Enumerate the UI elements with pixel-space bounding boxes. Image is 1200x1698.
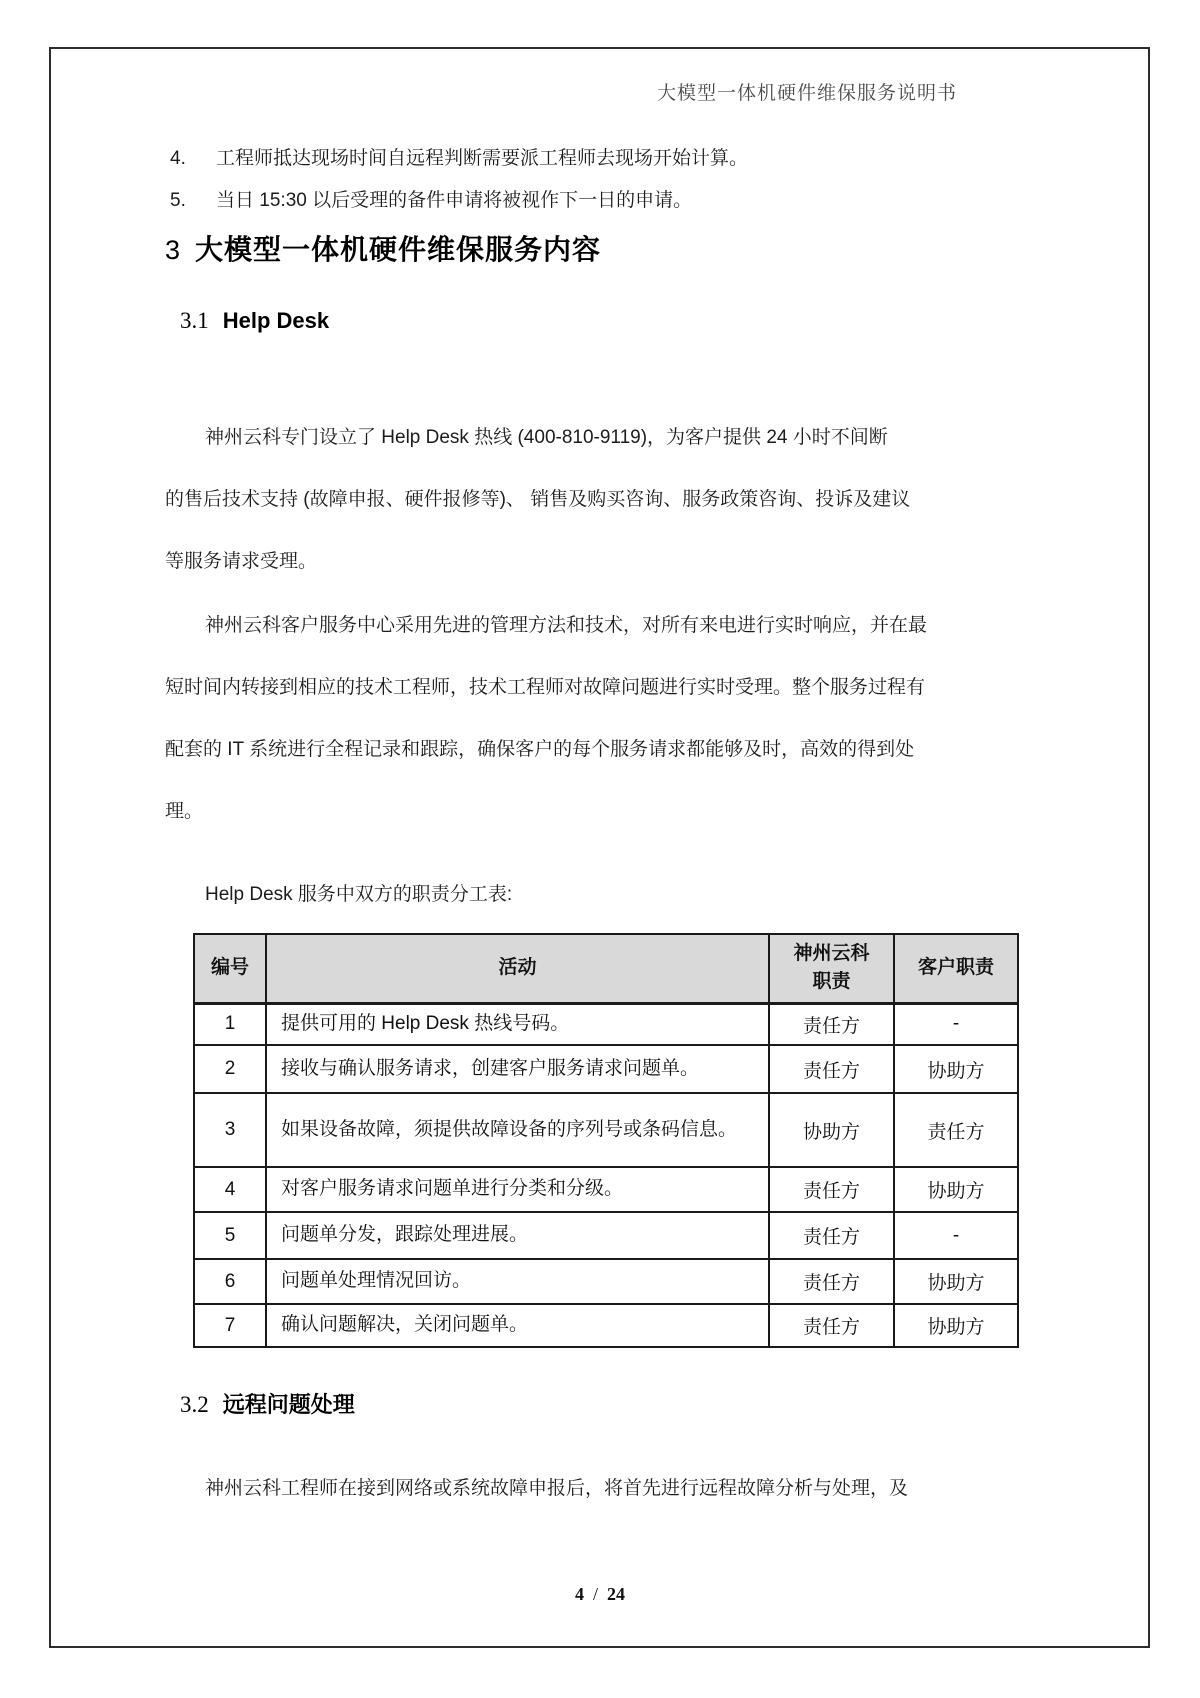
cell-customer-duty: 协助方 <box>894 1167 1018 1212</box>
cell-customer-duty: 责任方 <box>894 1093 1018 1167</box>
cell-dc-duty: 协助方 <box>769 1093 894 1167</box>
table-row <box>194 1093 1018 1167</box>
section-title: 大模型一体机硬件维保服务内容 <box>195 234 602 265</box>
list-item-5 <box>170 188 955 214</box>
table-header-row <box>194 934 1018 1003</box>
cell-dc-duty: 责任方 <box>769 1003 894 1045</box>
cell-customer-duty: 协助方 <box>894 1259 1018 1304</box>
paragraph-line: 神州云科专门设立了 Help Desk 热线 (400-810-9119)，为客户提供 24 小时不间断 <box>205 427 888 448</box>
cell-number: 2 <box>194 1045 266 1093</box>
cell-activity: 问题单分发，跟踪处理进展。 <box>266 1212 769 1259</box>
cell-customer-duty: - <box>894 1003 1018 1045</box>
paragraph-line: 配套的 IT 系统进行全程记录和跟踪，确保客户的每个服务请求都能够及时，高效的得到处 <box>165 739 915 760</box>
col-header-line: 神州云科 <box>793 942 870 964</box>
list-item-number: 5. <box>170 190 186 211</box>
section-number: 3.2 <box>180 1392 209 1417</box>
paragraph-line: 短时间内转接到相应的技术工程师，技术工程师对故障问题进行实时受理。整个服务过程有 <box>165 677 926 698</box>
section-title: 远程问题处理 <box>222 1392 355 1417</box>
current-page-number: 4 <box>574 1584 584 1604</box>
cell-activity: 接收与确认服务请求，创建客户服务请求问题单。 <box>266 1045 769 1093</box>
section-heading-3-1 <box>180 308 329 334</box>
list-item-number: 4. <box>170 148 186 169</box>
cell-activity: 对客户服务请求问题单进行分类和分级。 <box>266 1167 769 1212</box>
cell-dc-duty: 责任方 <box>769 1212 894 1259</box>
table-row <box>194 1304 1018 1347</box>
list-item-text: 当日 15:30 以后受理的备件申请将被视作下一日的申请。 <box>216 190 693 211</box>
table-row <box>194 1167 1018 1212</box>
col-header-number: 编号 <box>194 934 266 1003</box>
remote-paragraph <box>165 1458 955 1520</box>
list-item-4 <box>170 146 955 172</box>
cell-customer-duty: 协助方 <box>894 1045 1018 1093</box>
cell-activity: 问题单处理情况回访。 <box>266 1259 769 1304</box>
page-separator: / <box>592 1584 598 1604</box>
section-number: 3.1 <box>180 308 209 333</box>
col-header-activity: 活动 <box>266 934 769 1003</box>
paragraph-line: 等服务请求受理。 <box>165 551 318 572</box>
total-page-count: 24 <box>607 1584 625 1604</box>
table-row <box>194 1212 1018 1259</box>
cell-dc-duty: 责任方 <box>769 1167 894 1212</box>
col-header-dc-duty <box>769 934 894 1003</box>
cell-dc-duty: 责任方 <box>769 1045 894 1093</box>
cell-customer-duty: 协助方 <box>894 1304 1018 1347</box>
col-header-line: 职责 <box>812 971 851 993</box>
paragraph-line: 神州云科客户服务中心采用先进的管理方法和技术，对所有来电进行实时响应，并在最 <box>205 615 928 636</box>
cell-number: 5 <box>194 1212 266 1259</box>
cell-dc-duty: 责任方 <box>769 1259 894 1304</box>
cell-number: 4 <box>194 1167 266 1212</box>
cell-activity: 确认问题解决，关闭问题单。 <box>266 1304 769 1347</box>
cell-number: 7 <box>194 1304 266 1347</box>
cell-customer-duty: - <box>894 1212 1018 1259</box>
table-row <box>194 1045 1018 1093</box>
page-footer <box>0 1584 1200 1605</box>
paragraph-line: 神州云科工程师在接到网络或系统故障申报后，将首先进行远程故障分析与处理，及 <box>205 1478 909 1499</box>
section-title: Help Desk <box>222 308 330 333</box>
section-number: 3 <box>165 235 181 265</box>
table-row <box>194 1259 1018 1304</box>
responsibility-table <box>193 933 1019 1348</box>
helpdesk-paragraph-2 <box>165 595 955 843</box>
cell-number: 3 <box>194 1093 266 1167</box>
section-heading-3 <box>165 228 601 268</box>
cell-number: 6 <box>194 1259 266 1304</box>
paragraph-line: Help Desk 服务中双方的职责分工表: <box>205 884 513 905</box>
helpdesk-paragraph-1 <box>165 407 955 593</box>
section-heading-3-2 <box>180 1388 355 1419</box>
paragraph-line: 的售后技术支持 (故障申报、硬件报修等)、 销售及购买咨询、服务政策咨询、投诉及建议 <box>165 489 911 510</box>
paragraph-line: 理。 <box>165 801 204 822</box>
cell-activity: 提供可用的 Help Desk 热线号码。 <box>266 1003 769 1045</box>
cell-number: 1 <box>194 1003 266 1045</box>
cell-activity: 如果设备故障，须提供故障设备的序列号或条码信息。 <box>266 1093 769 1167</box>
list-item-text: 工程师抵达现场时间自远程判断需要派工程师去现场开始计算。 <box>216 148 749 169</box>
col-header-customer-duty: 客户职责 <box>894 934 1018 1003</box>
table-row <box>194 1003 1018 1045</box>
table-intro-line <box>165 864 955 926</box>
running-header-title: 大模型一体机硬件维保服务说明书 <box>656 83 957 104</box>
cell-dc-duty: 责任方 <box>769 1304 894 1347</box>
